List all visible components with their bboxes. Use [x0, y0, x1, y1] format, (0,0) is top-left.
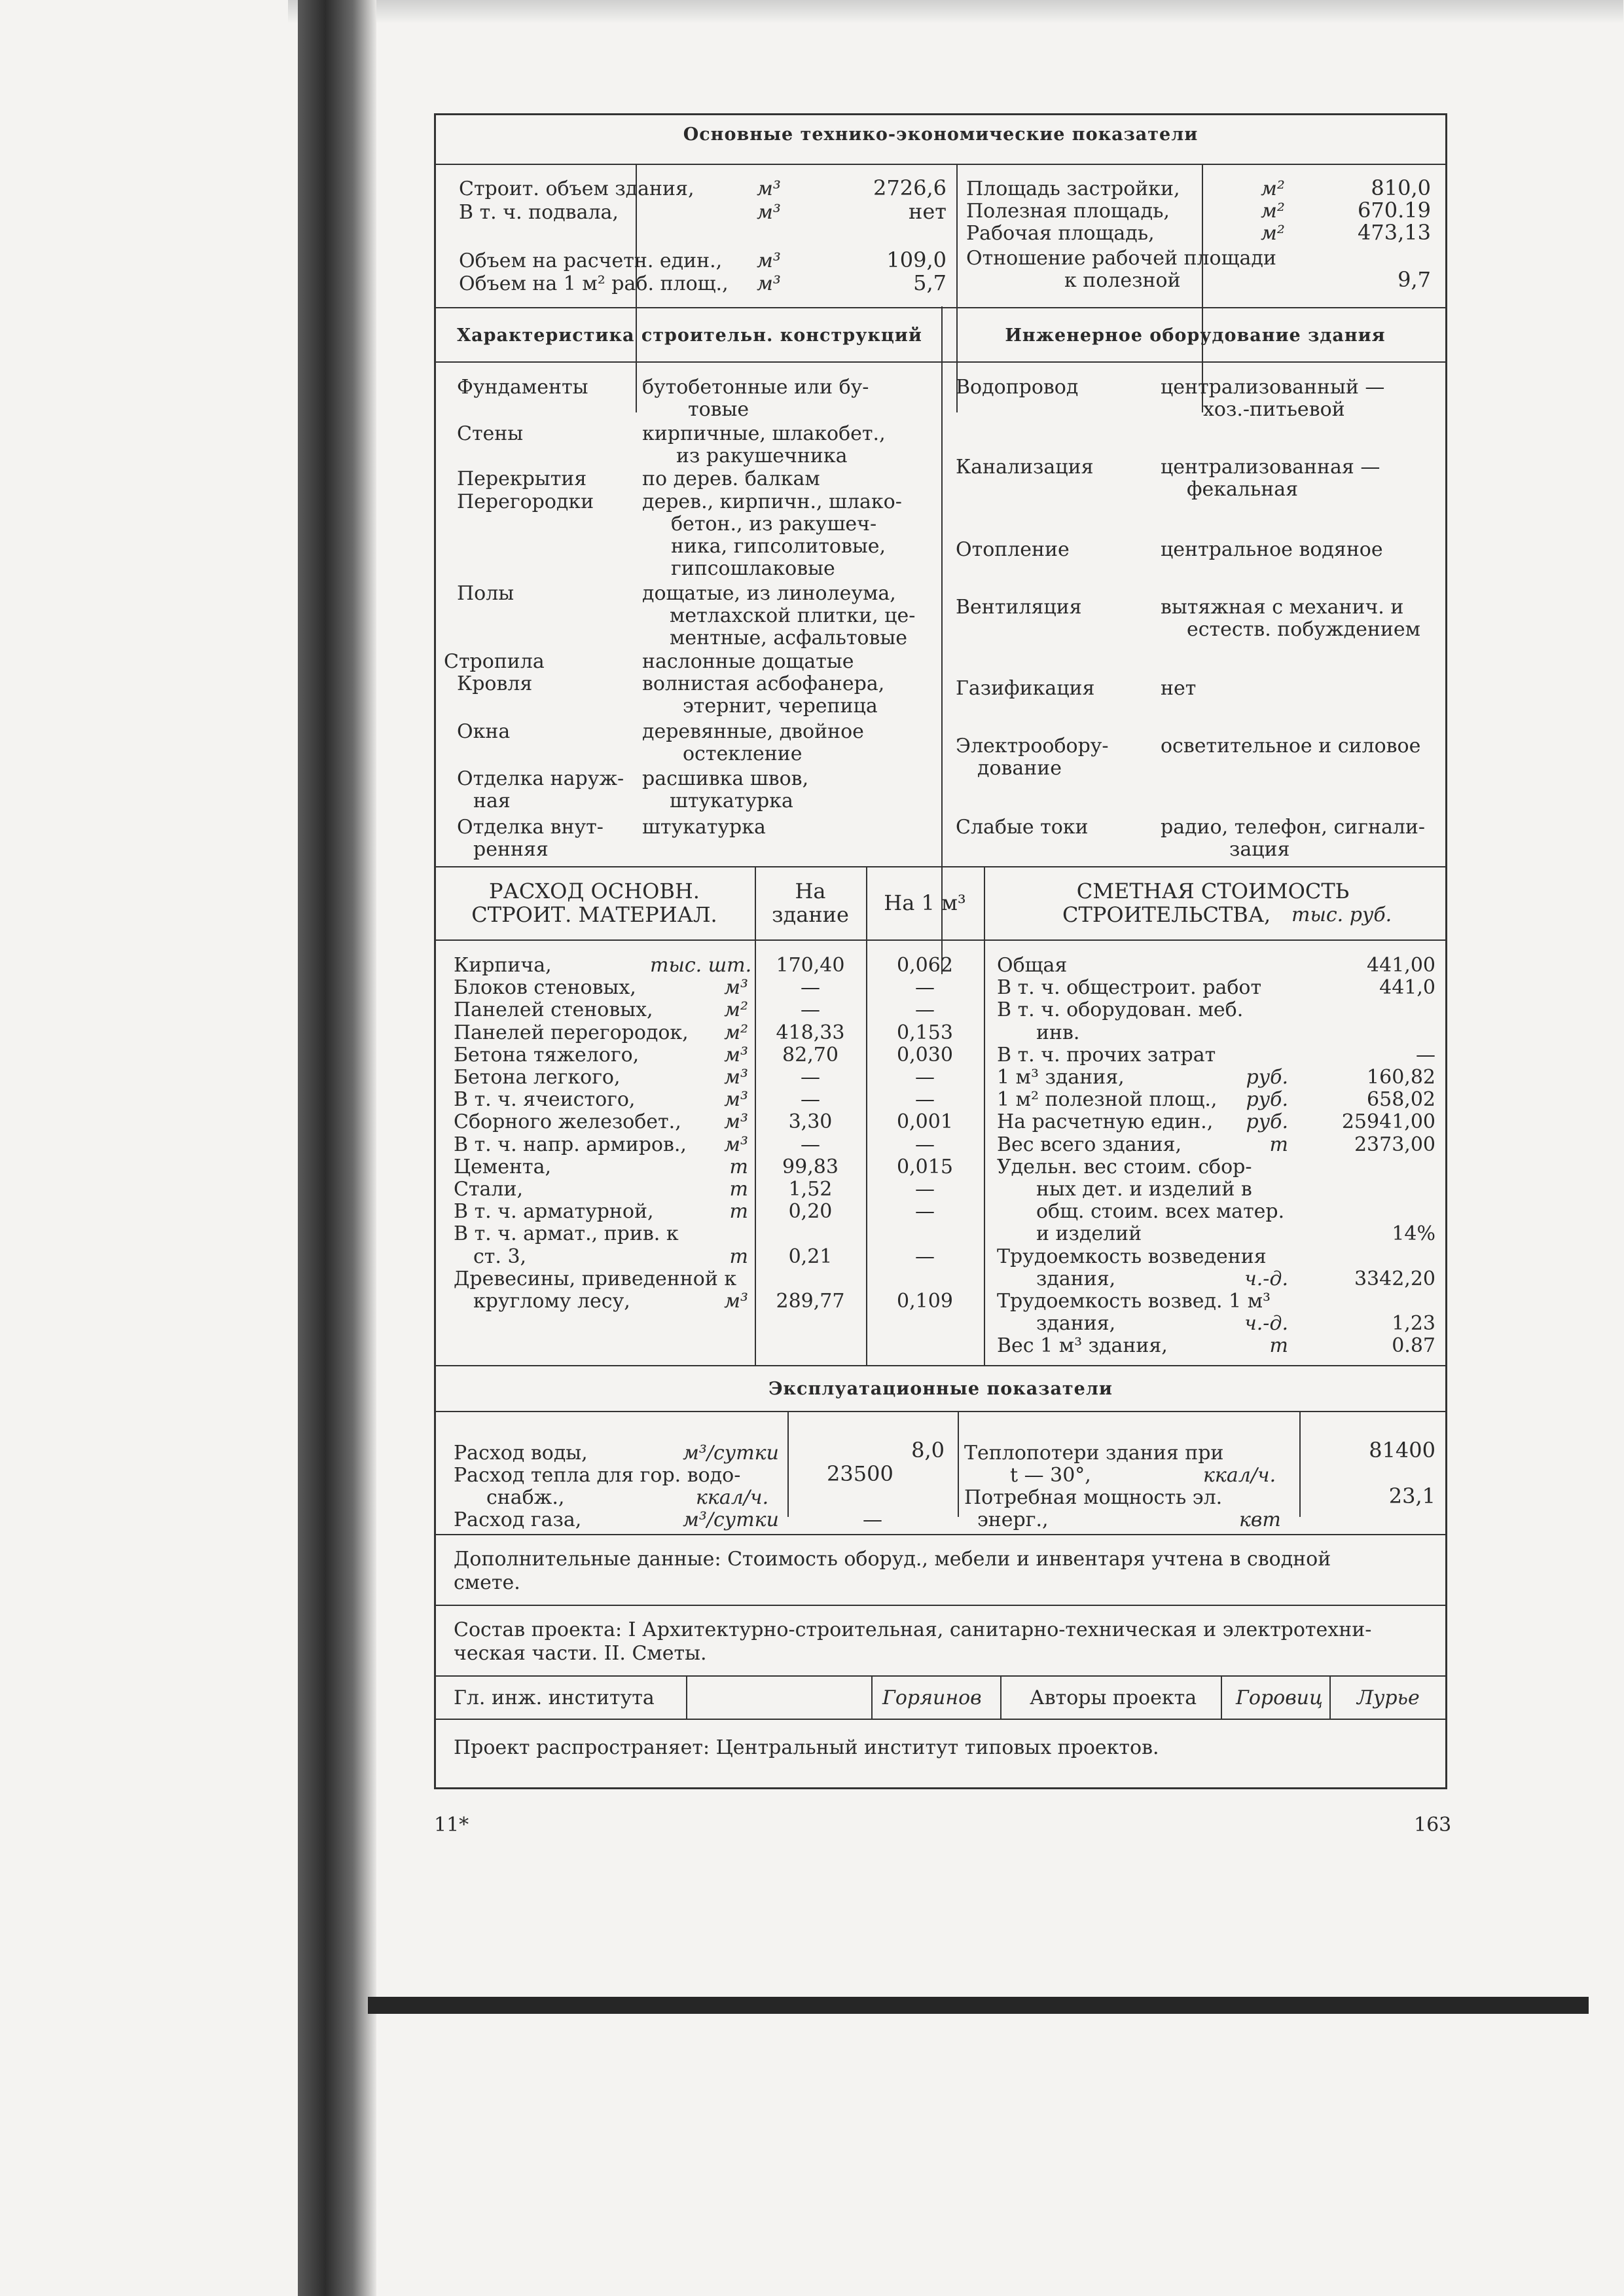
material-unit: м³	[724, 1088, 748, 1112]
indicator-unit: м²	[1261, 200, 1285, 223]
indicator-unit: м³	[757, 177, 781, 200]
material-unit: м³	[724, 1066, 748, 1089]
cost-label: инв.	[1036, 1021, 1080, 1044]
cost-unit: т	[1269, 1334, 1288, 1358]
material-total: 0,21	[788, 1245, 833, 1268]
indicator-label: В т. ч. подвала,	[459, 201, 619, 224]
cost-header-unit: тыс. руб.	[1291, 903, 1392, 926]
material-total: 0,20	[788, 1200, 833, 1224]
cost-value: 441,0	[1379, 976, 1435, 1000]
col-divider	[787, 1412, 789, 1517]
material-total: 170,40	[776, 954, 845, 977]
col-divider	[686, 1677, 687, 1719]
construction-desc: остекление	[683, 742, 803, 765]
construction-desc: ника, гипсолитовые,	[671, 535, 886, 558]
material-total: 418,33	[776, 1021, 845, 1044]
cost-unit: руб.	[1246, 1088, 1288, 1112]
cost-value: 0.87	[1392, 1334, 1435, 1358]
materials-header: РАСХОД ОСНОВН.	[489, 879, 700, 903]
construction-name: Отделка внут-	[457, 816, 604, 839]
engineering-name: Слабые токи	[956, 816, 1089, 839]
construction-desc: метлахской плитки, це-	[670, 604, 916, 627]
construction-name: Полы	[457, 582, 514, 605]
material-per-m3: 0,015	[897, 1155, 953, 1178]
chief-engineer-label: Гл. инж. института	[454, 1686, 655, 1709]
cost-label: В т. ч. общестроит. работ	[997, 976, 1262, 1000]
material-label: ст. 3,	[473, 1245, 527, 1268]
engineering-name: Электрообору-	[956, 735, 1109, 757]
engineering-desc: осветительное и силовое	[1161, 735, 1421, 757]
operational-unit: ккал/ч.	[696, 1486, 769, 1509]
indicator-value: 9,7	[1398, 267, 1431, 292]
material-label: В т. ч. ячеистого,	[454, 1088, 636, 1112]
operational-unit: м³/сутки	[683, 1442, 779, 1465]
material-label: В т. ч. напр. армиров.,	[454, 1133, 687, 1156]
operational-title: Эксплуатационные показатели	[768, 1379, 1113, 1399]
engineering-name-cont: дование	[977, 757, 1062, 780]
construction-desc: кирпичные, шлакобет.,	[642, 422, 886, 445]
col-divider	[1000, 1677, 1001, 1719]
construction-name: Отделка наруж-	[457, 767, 624, 790]
cost-value: 160,82	[1367, 1066, 1435, 1089]
material-unit: т	[729, 1200, 748, 1224]
engineering-desc: центральное водяное	[1161, 538, 1383, 561]
cost-label: Общая	[997, 954, 1068, 977]
operational-value: 81400	[1369, 1438, 1435, 1463]
project-composition: Состав проекта: I Архитектурно-строительная, санитарно-техническая и электротехни-	[454, 1618, 1372, 1641]
operational-label: Расход воды,	[454, 1442, 588, 1465]
indicator-value: 109,0	[886, 247, 947, 272]
operational-unit: ккал/ч.	[1203, 1464, 1276, 1487]
construction-name: Стропила	[444, 650, 545, 673]
cost-header: СМЕТНАЯ СТОИМОСТЬ	[1076, 879, 1350, 903]
col-divider	[1329, 1677, 1331, 1719]
engineering-name: Водопровод	[956, 376, 1079, 399]
cost-value: 1,23	[1392, 1312, 1435, 1336]
material-total: —	[801, 998, 820, 1022]
indicator-unit: м²	[1261, 222, 1285, 245]
sheet-content	[434, 113, 1447, 1789]
material-per-m3: —	[915, 976, 935, 1000]
divider	[434, 1675, 1447, 1677]
material-label: Бетона тяжелого,	[454, 1043, 640, 1066]
divider	[434, 939, 1447, 941]
material-unit: т	[729, 1178, 748, 1201]
materials-header: На	[795, 879, 826, 903]
operational-label: энерг.,	[977, 1508, 1049, 1531]
materials-header: На 1 м³	[884, 890, 966, 915]
material-unit: м³	[724, 1110, 748, 1134]
main-indicators-title: Основные технико-экономические показатели	[683, 124, 1199, 145]
authors-label: Авторы проекта	[1030, 1686, 1197, 1709]
operational-value: —	[863, 1508, 882, 1531]
engineering-desc: хоз.-питьевой	[1203, 398, 1345, 421]
col-divider	[1299, 1412, 1301, 1517]
engineering-name: Канализация	[956, 456, 1094, 479]
indicator-unit: м³	[757, 249, 781, 272]
construction-desc: дерев., кирпичн., шлако-	[642, 490, 902, 513]
cost-value: 441,00	[1367, 954, 1435, 977]
material-unit: м³	[724, 1133, 748, 1156]
indicator-value: 5,7	[913, 270, 947, 295]
engineering-desc: нет	[1161, 677, 1197, 700]
engineering-desc: централизованный —	[1161, 376, 1385, 399]
engineering-desc: радио, телефон, сигнали-	[1161, 816, 1426, 839]
construction-desc: бутобетонные или бу-	[642, 376, 869, 399]
operational-label: Теплопотери здания при	[964, 1442, 1224, 1465]
material-total: 1,52	[788, 1178, 833, 1201]
divider	[434, 1365, 1447, 1366]
additional-data: смете.	[454, 1571, 520, 1594]
cost-value: 3342,20	[1354, 1267, 1435, 1290]
operational-unit: м³/сутки	[683, 1508, 779, 1531]
indicator-label: Площадь застройки,	[966, 177, 1180, 200]
indicator-label: Объем на 1 м² раб. площ.,	[459, 272, 729, 295]
construction-desc: гипсошлаковые	[671, 557, 835, 580]
material-unit: м²	[724, 998, 748, 1022]
material-label: Блоков стеновых,	[454, 976, 636, 1000]
indicator-value: нет	[909, 199, 947, 224]
operational-label: Расход тепла для гор. водо-	[454, 1464, 741, 1487]
engineering-desc: фекальная	[1187, 478, 1299, 501]
indicator-value: 810,0	[1371, 175, 1431, 200]
construction-name: Окна	[457, 720, 511, 743]
construction-desc: дощатые, из линолеума,	[642, 582, 896, 605]
material-label: Кирпича,	[454, 954, 552, 977]
cost-label: Вес всего здания,	[997, 1133, 1182, 1156]
construction-name: Кровля	[457, 672, 533, 695]
construction-desc: этернит, черепица	[683, 695, 878, 718]
material-label: Панелей перегородок,	[454, 1021, 689, 1044]
cost-value: 658,02	[1367, 1088, 1435, 1112]
material-unit: тыс. шт.	[650, 954, 752, 977]
material-label: круглому лесу,	[473, 1290, 630, 1313]
operational-label: Расход газа,	[454, 1508, 582, 1531]
cost-value: 25941,00	[1341, 1110, 1435, 1134]
operational-label: снабж.,	[486, 1486, 565, 1509]
engineering-title: Инженерное оборудование здания	[1005, 325, 1386, 346]
cost-label: здания,	[1036, 1267, 1116, 1290]
cost-label: и изделий	[1036, 1222, 1142, 1246]
construction-desc: расшивка швов,	[642, 767, 809, 790]
indicator-label: Отношение рабочей площади	[966, 247, 1276, 270]
engineering-name: Вентиляция	[956, 596, 1082, 619]
material-per-m3: —	[915, 1178, 935, 1201]
distribution-note: Проект распространяет: Центральный институт типовых проектов.	[454, 1736, 1159, 1759]
cost-label: здания,	[1036, 1312, 1116, 1336]
engineering-desc: естеств. побуждением	[1187, 618, 1420, 641]
construction-name: Фундаменты	[457, 376, 588, 399]
material-unit: м³	[724, 976, 748, 1000]
material-per-m3: 0,153	[897, 1021, 953, 1044]
cost-label: Вес 1 м³ здания,	[997, 1334, 1168, 1358]
material-total: —	[801, 1088, 820, 1112]
cost-label: ных дет. и изделий в	[1036, 1178, 1252, 1201]
cost-label: общ. стоим. всех матер.	[1036, 1200, 1285, 1224]
operational-label: Потребная мощность эл.	[964, 1486, 1223, 1509]
indicator-label: Объем на расчетн. един.,	[459, 249, 723, 272]
bottom-edge-shadow	[368, 1997, 1589, 2014]
author-name: Горовиц	[1236, 1686, 1323, 1709]
indicator-unit: м³	[757, 272, 781, 295]
material-per-m3: —	[915, 1200, 935, 1224]
construction-name: Стены	[457, 422, 524, 445]
construction-name-cont: ная	[473, 790, 511, 812]
material-total: —	[801, 976, 820, 1000]
material-total: 289,77	[776, 1290, 845, 1313]
cost-value: 14%	[1392, 1222, 1435, 1246]
material-label: Стали,	[454, 1178, 524, 1201]
engineering-name: Газификация	[956, 677, 1095, 700]
divider	[434, 1411, 1447, 1412]
construction-desc: волнистая асбофанера,	[642, 672, 885, 695]
indicator-value: 2726,6	[873, 175, 947, 200]
cost-value: —	[1416, 1043, 1435, 1066]
construction-desc: деревянные, двойное	[642, 720, 864, 743]
col-divider	[1221, 1677, 1222, 1719]
col-divider	[941, 306, 943, 974]
material-unit: м³	[724, 1290, 748, 1313]
construction-desc: по дерев. балкам	[642, 467, 820, 490]
indicator-label: Строит. объем здания,	[459, 177, 695, 200]
material-per-m3: —	[915, 1088, 935, 1112]
col-divider	[984, 867, 985, 1365]
cost-unit: руб.	[1246, 1110, 1288, 1134]
materials-header: СТРОИТ. МАТЕРИАЛ.	[471, 902, 717, 927]
book-spine-shadow	[298, 0, 376, 2296]
operational-value: 8,0	[911, 1438, 945, 1463]
material-label: Цемента,	[454, 1155, 552, 1178]
construction-title: Характеристика строительн. конструкций	[457, 325, 922, 346]
cost-value: 2373,00	[1354, 1133, 1435, 1156]
material-unit: т	[729, 1245, 748, 1268]
signature-mark: 11*	[434, 1813, 469, 1836]
page-top-shadow	[288, 0, 1623, 24]
cost-unit: ч.-д.	[1244, 1267, 1288, 1290]
construction-name: Перекрытия	[457, 467, 587, 490]
material-per-m3: 0,001	[897, 1110, 953, 1134]
material-per-m3: 0,109	[897, 1290, 953, 1313]
additional-data: Дополнительные данные: Стоимость оборуд., мебели и инвентаря учтена в сводной	[454, 1548, 1331, 1571]
cost-label: На расчетную един.,	[997, 1110, 1214, 1134]
cost-label: 1 м³ здания,	[997, 1066, 1125, 1089]
material-per-m3: 0,062	[897, 954, 953, 977]
material-label: Панелей стеновых,	[454, 998, 653, 1022]
material-total: 99,83	[782, 1155, 839, 1178]
material-total: —	[801, 1066, 820, 1089]
indicator-label: к полезной	[1064, 269, 1181, 292]
cost-unit: руб.	[1246, 1066, 1288, 1089]
author-name: Лурье	[1357, 1686, 1420, 1709]
engineering-name: Отопление	[956, 538, 1070, 561]
material-label: Сборного железобет.,	[454, 1110, 681, 1134]
operational-value: 23500	[827, 1461, 893, 1486]
cost-unit: т	[1269, 1133, 1288, 1156]
material-label: В т. ч. арматурной,	[454, 1200, 654, 1224]
material-label: В т. ч. армат., прив. к	[454, 1222, 679, 1246]
material-unit: т	[729, 1155, 748, 1178]
construction-desc: ментные, асфальтовые	[670, 627, 908, 649]
material-per-m3: —	[915, 998, 935, 1022]
indicator-unit: м²	[1261, 177, 1285, 200]
indicator-unit: м³	[757, 201, 781, 224]
construction-desc: товые	[688, 398, 749, 421]
construction-desc: бетон., из ракушеч-	[671, 513, 877, 536]
divider	[434, 1605, 1447, 1606]
engineering-desc: зация	[1229, 838, 1290, 861]
construction-desc: из ракушечника	[676, 445, 848, 467]
indicator-label: Полезная площадь,	[966, 200, 1170, 223]
operational-value: 23,1	[1388, 1484, 1435, 1508]
divider	[434, 1719, 1447, 1720]
material-per-m3: 0,030	[897, 1043, 953, 1066]
divider	[434, 866, 1447, 867]
cost-label: Удельн. вес стоим. сбор-	[997, 1155, 1252, 1178]
cost-label: В т. ч. прочих затрат	[997, 1043, 1216, 1066]
cost-label: В т. ч. оборудован. меб.	[997, 998, 1244, 1022]
indicator-label: Рабочая площадь,	[966, 222, 1155, 245]
col-divider	[871, 1677, 873, 1719]
engineering-desc: централизованная —	[1161, 456, 1380, 479]
material-total: 82,70	[782, 1043, 839, 1066]
indicator-value: 670.19	[1358, 198, 1431, 223]
construction-name: Перегородки	[457, 490, 594, 513]
material-per-m3: —	[915, 1066, 935, 1089]
cost-unit: ч.-д.	[1244, 1312, 1288, 1336]
material-unit: м³	[724, 1043, 748, 1066]
chief-engineer-name: Горяинов	[882, 1686, 982, 1709]
material-unit: м²	[724, 1021, 748, 1044]
engineering-desc: вытяжная с механич. и	[1161, 596, 1404, 619]
materials-header: здание	[772, 902, 849, 927]
cost-label: Трудоемкость возвед. 1 м³	[997, 1290, 1271, 1313]
page-number: 163	[1414, 1813, 1452, 1836]
cost-header: СТРОИТЕЛЬСТВА,	[1062, 902, 1271, 927]
cost-label: 1 м² полезной площ.,	[997, 1088, 1218, 1112]
construction-desc: штукатурка	[642, 816, 766, 839]
material-per-m3: —	[915, 1245, 935, 1268]
material-label: Древесины, приведенной к	[454, 1267, 737, 1290]
divider	[434, 1534, 1447, 1535]
material-total: —	[801, 1133, 820, 1156]
indicator-value: 473,13	[1358, 220, 1431, 245]
material-per-m3: —	[915, 1133, 935, 1156]
material-label: Бетона легкого,	[454, 1066, 621, 1089]
construction-desc: наслонные дощатые	[642, 650, 854, 673]
project-composition: ческая части. II. Сметы.	[454, 1642, 707, 1665]
cost-label: Трудоемкость возведения	[997, 1245, 1267, 1268]
construction-name-cont: ренняя	[473, 838, 549, 861]
operational-unit: квт	[1239, 1508, 1281, 1531]
construction-desc: штукатурка	[670, 790, 793, 812]
operational-label: t — 30°,	[1010, 1464, 1091, 1487]
material-total: 3,30	[788, 1110, 833, 1134]
col-divider	[958, 1412, 959, 1517]
